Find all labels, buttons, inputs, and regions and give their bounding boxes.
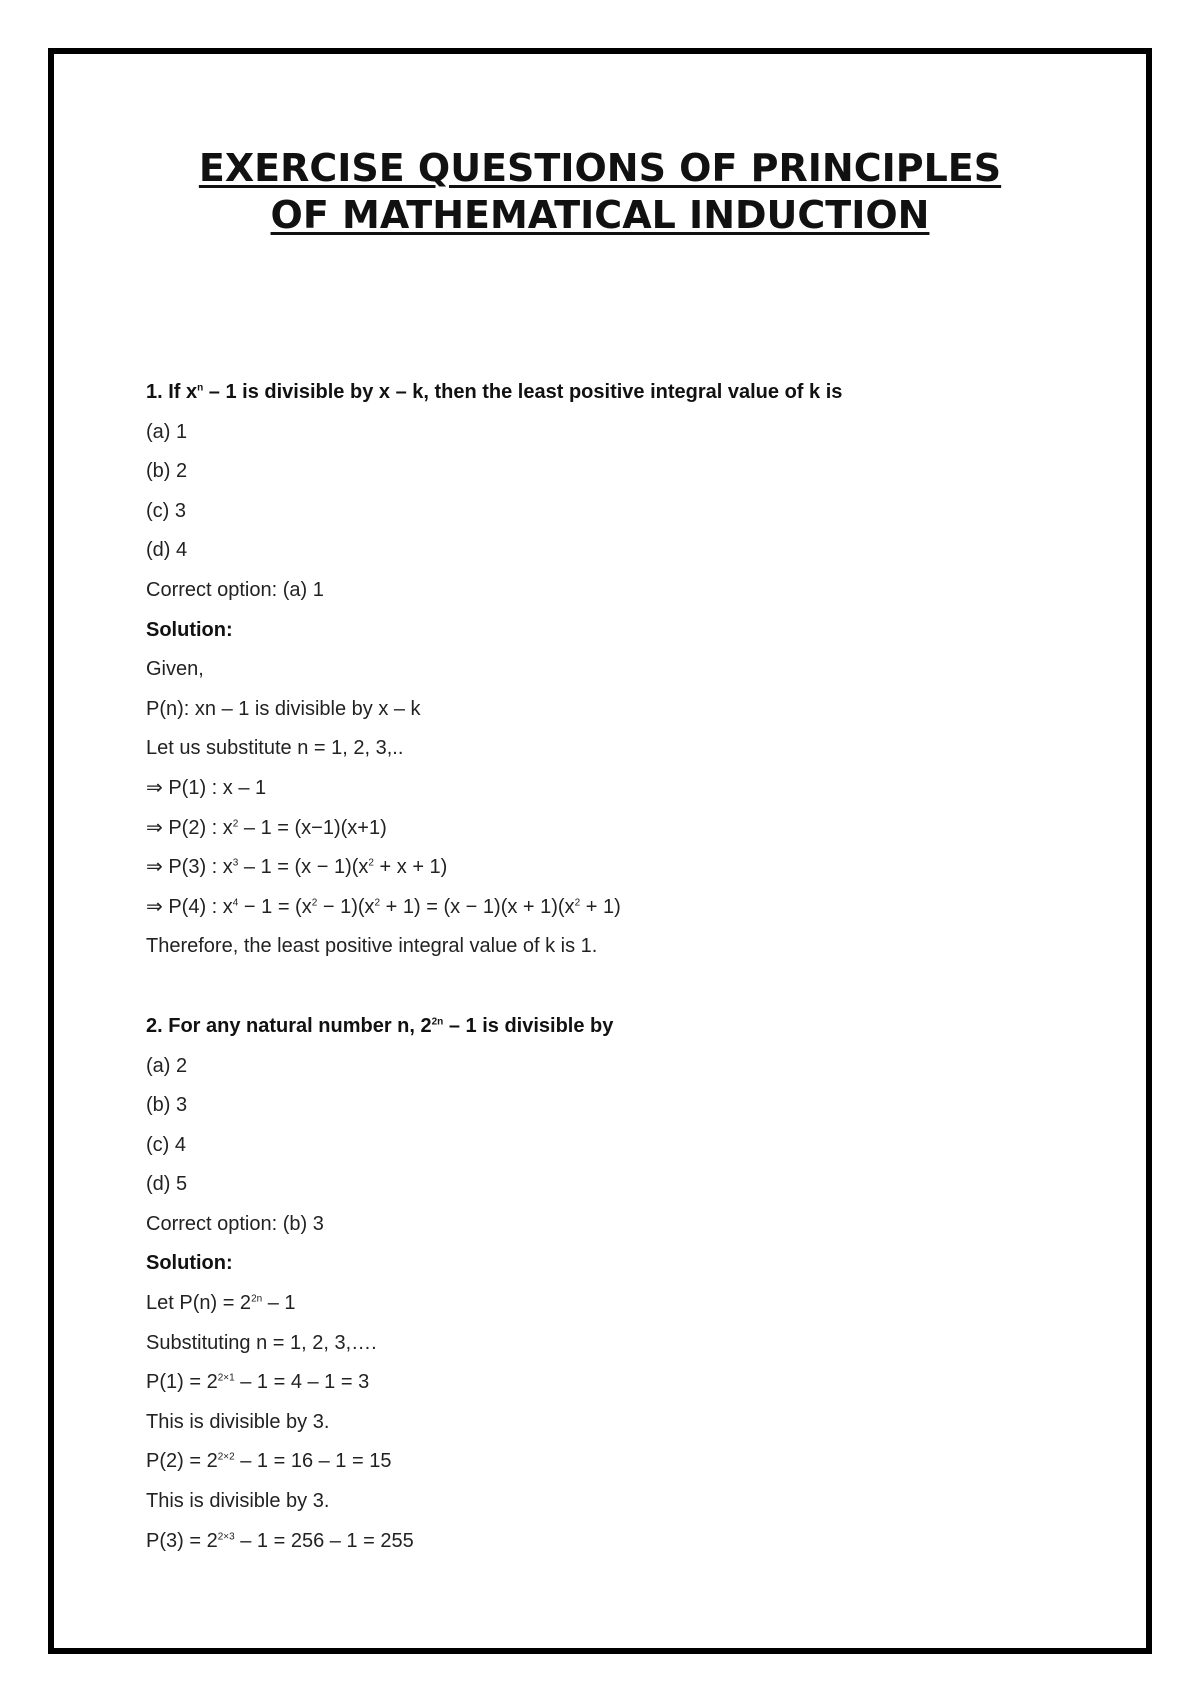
section-gap <box>146 967 1106 1007</box>
q1-solution-label: Solution: <box>146 618 233 641</box>
q1-statement: P(n): xn – 1 is divisible by x – k <box>146 697 421 720</box>
q2-step-p3: $P(3) = 2^{2\times 3} - 1 = 256 - 1 = 255$ <box>146 1529 414 1552</box>
q1-step-p2: ⇒ P(2) : $x^2 - 1 = (x-1)(x+1)$ <box>146 816 387 839</box>
q2-divisible-2: This is divisible by 3. <box>146 1490 330 1513</box>
q2-option-b: (b) 3 <box>146 1094 188 1117</box>
q1-conclusion: Therefore, the least positive integral value of k is 1. <box>146 935 598 958</box>
q1-substitute: Let us substitute n = 1, 2, 3,.. <box>146 737 404 760</box>
q2-option-d: (d) 5 <box>146 1173 188 1196</box>
q2-option-a: (a) 2 <box>146 1054 188 1077</box>
title-line-1: EXERCISE QUESTIONS OF PRINCIPLES <box>198 146 1002 190</box>
question-1: 1. If $x^n - 1$ is divisible by x – k, then the least positive integral value of k is <box>146 381 843 403</box>
title-line-2: OF MATHEMATICAL INDUCTION <box>270 193 930 237</box>
q1-option-b: (b) 2 <box>146 460 188 483</box>
q1-given: Given, <box>146 658 204 681</box>
q1-step-p4: ⇒ P(4) : $x^4 - 1 = (x^2 - 1)(x^2 + 1) = (x - 1)(x + 1)(x^2 + 1)$ <box>146 895 621 918</box>
q2-option-c: (c) 4 <box>146 1133 186 1156</box>
question-2: 2. For any natural number n, $2^{2n} - 1$ is divisible by <box>146 1014 614 1037</box>
q2-substituting: Substituting n = 1, 2, 3,…. <box>146 1331 377 1354</box>
q2-step-p1: $P(1) = 2^{2\times 1} - 1 = 4 - 1 = 3$ <box>146 1371 370 1394</box>
q2-let: Let $P(n) = 2^{2n} - 1$ <box>146 1292 296 1315</box>
q1-step-p1: ⇒ P(1) : x – 1 <box>146 776 267 799</box>
document-body <box>146 373 1106 1561</box>
page-title <box>100 145 1100 239</box>
q1-step-p3: ⇒ P(3) : $x^3 - 1 = (x - 1)(x^2 + x + 1)$ <box>146 856 448 879</box>
q1-option-a: (a) 1 <box>146 420 188 443</box>
q1-option-c: (c) 3 <box>146 499 186 522</box>
q1-option-d: (d) 4 <box>146 539 188 562</box>
q1-correct-option: Correct option: (a) 1 <box>146 578 324 601</box>
q2-step-p2: $P(2) = 2^{2\times 2} - 1 = 16 - 1 = 15$ <box>146 1450 392 1473</box>
q2-correct-option: Correct option: (b) 3 <box>146 1212 324 1235</box>
q2-solution-label: Solution: <box>146 1252 233 1275</box>
q2-divisible-1: This is divisible by 3. <box>146 1410 330 1433</box>
